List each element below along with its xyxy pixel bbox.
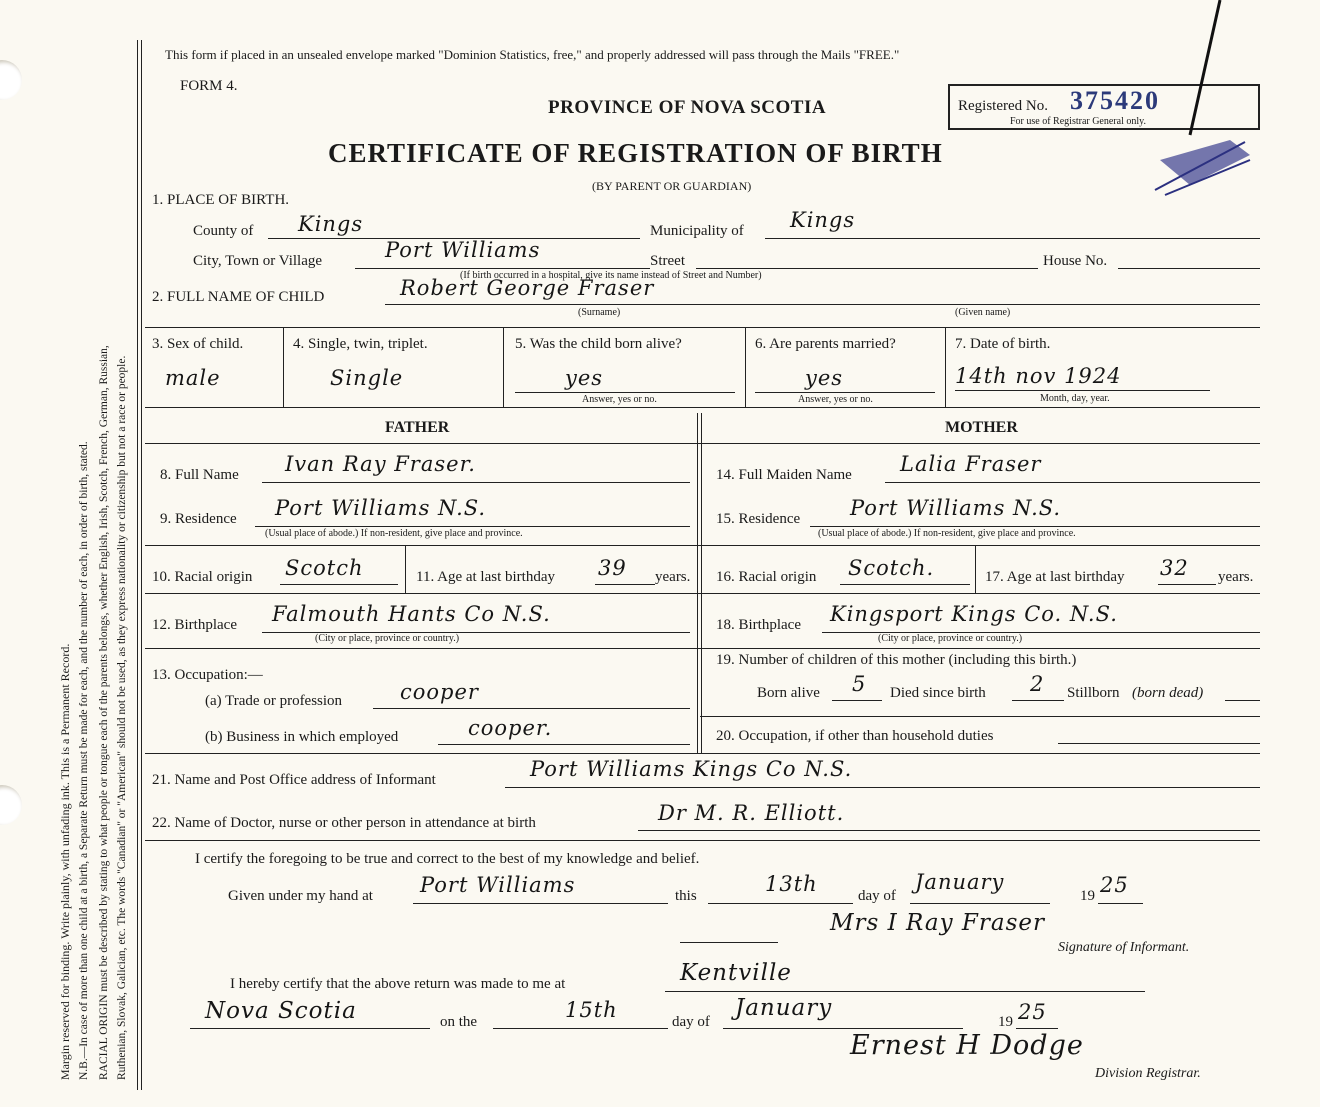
pen-stroke — [1185, 0, 1225, 140]
father-age-unit: years. — [655, 569, 691, 585]
died-since-birth-label: Died since birth — [890, 685, 986, 701]
certify-statement: I certify the foregoing to be true and correct to the best of my knowledge and belief. — [195, 851, 700, 867]
punch-hole — [0, 60, 22, 100]
child-name-label: 2. FULL NAME OF CHILD — [152, 289, 325, 305]
mother-age-value[interactable]: 32 — [1160, 556, 1189, 580]
registrar-month-value[interactable]: January — [735, 995, 833, 1021]
registrar-year-value[interactable]: 25 — [1018, 1000, 1047, 1024]
father-heading: FATHER — [385, 419, 450, 436]
registrar-day-value[interactable]: 15th — [565, 998, 618, 1022]
sex-label: 3. Sex of child. — [152, 336, 244, 352]
plurality-label: 4. Single, twin, triplet. — [293, 336, 428, 352]
business-label: (b) Business in which employed — [205, 729, 399, 745]
registrar-place-value[interactable]: Kentville — [680, 960, 792, 986]
father-residence-value[interactable]: Port Williams N.S. — [275, 496, 487, 520]
informant-value[interactable]: Port Williams Kings Co N.S. — [530, 757, 853, 781]
informant-label: 21. Name and Post Office address of Informant — [152, 772, 436, 788]
mother-occupation-label: 20. Occupation, if other than household duties — [716, 728, 994, 744]
business-value[interactable]: cooper. — [468, 716, 553, 740]
stillborn-label: Stillborn — [1067, 685, 1120, 701]
municipality-value[interactable]: Kings — [790, 208, 856, 232]
dob-label: 7. Date of birth. — [955, 336, 1051, 352]
city-value[interactable]: Port Williams — [385, 238, 541, 262]
margin-note-multiple-births: N.B.—In case of more than one child at a birth, a Separate Return must be made for each, and the number of each, in order of birth, stated. — [78, 441, 90, 1080]
certificate-title: CERTIFICATE OF REGISTRATION OF BIRTH — [328, 138, 943, 168]
registered-number: 375420 — [1070, 86, 1160, 115]
mother-residence-value[interactable]: Port Williams N.S. — [850, 496, 1062, 520]
dob-note: Month, day, year. — [1040, 393, 1110, 404]
registrar-on-label: on the — [440, 1014, 478, 1030]
father-race-value[interactable]: Scotch — [285, 556, 364, 580]
given-label: Given under my hand at — [228, 888, 373, 904]
municipality-label: Municipality of — [650, 223, 744, 239]
mother-heading: MOTHER — [945, 419, 1018, 436]
sex-value[interactable]: male — [165, 366, 221, 390]
mother-born-alive-value[interactable]: 5 — [852, 672, 867, 696]
given-year-prefix: 19 — [1080, 888, 1095, 904]
mother-age-label: 17. Age at last birthday — [985, 569, 1125, 585]
father-name-label: 8. Full Name — [160, 467, 239, 483]
father-age-value[interactable]: 39 — [598, 556, 627, 580]
mother-birthplace-label: 18. Birthplace — [716, 617, 801, 633]
born-alive-label: 5. Was the child born alive? — [515, 336, 682, 352]
father-birthplace-note: (City or place, province or country.) — [315, 633, 460, 644]
margin-note-racial-origin-1: RACIAL ORIGIN must be described by stating to what people or tongue each of the parents belongs, whether English, Irish, Scotch, French, German, Russian, — [98, 345, 110, 1080]
county-value[interactable]: Kings — [298, 212, 364, 236]
mother-race-value[interactable]: Scotch. — [848, 556, 935, 580]
form-number: FORM 4. — [180, 78, 238, 94]
father-name-value[interactable]: Ivan Ray Fraser. — [285, 452, 476, 476]
born-alive-note: Answer, yes or no. — [582, 394, 657, 405]
informant-signature-label: Signature of Informant. — [1058, 940, 1190, 955]
parents-married-label: 6. Are parents married? — [755, 336, 896, 352]
mother-age-unit: years. — [1218, 569, 1254, 585]
plurality-value[interactable]: Single — [330, 366, 404, 390]
doctor-label: 22. Name of Doctor, nurse or other person in attendance at birth — [152, 815, 536, 831]
parents-married-value[interactable]: yes — [805, 366, 844, 390]
mother-birthplace-value[interactable]: Kingsport Kings Co. N.S. — [830, 602, 1118, 626]
registrar-year-prefix: 19 — [998, 1014, 1013, 1030]
mother-name-value[interactable]: Lalia Fraser — [900, 452, 1042, 476]
binding-margin-line — [137, 40, 142, 1090]
mother-residence-label: 15. Residence — [716, 511, 801, 527]
trade-label: (a) Trade or profession — [205, 693, 343, 709]
house-no-label: House No. — [1043, 253, 1108, 269]
registrar-day-of-label: day of — [672, 1014, 710, 1030]
father-residence-label: 9. Residence — [160, 511, 237, 527]
given-place-value[interactable]: Port Williams — [420, 873, 576, 897]
mother-name-label: 14. Full Maiden Name — [716, 467, 852, 483]
place-of-birth-heading: 1. PLACE OF BIRTH. — [152, 192, 290, 208]
this-label: this — [675, 888, 697, 904]
registered-no-label: Registered No. — [958, 98, 1048, 114]
county-label: County of — [193, 223, 254, 239]
father-age-label: 11. Age at last birthday — [416, 569, 555, 585]
given-month-value[interactable]: January — [915, 870, 1005, 894]
born-alive-value[interactable]: yes — [565, 366, 604, 390]
trade-value[interactable]: cooper — [400, 680, 479, 704]
informant-signature[interactable]: Mrs I Ray Fraser — [830, 910, 1045, 936]
given-day-of-label: day of — [858, 888, 896, 904]
dob-value[interactable]: 14th nov 1924 — [955, 364, 1122, 388]
father-residence-note: (Usual place of abode.) If non-resident, give place and province. — [265, 528, 523, 539]
mother-residence-note: (Usual place of abode.) If non-resident, give place and province. — [818, 528, 1076, 539]
father-birthplace-value[interactable]: Falmouth Hants Co N.S. — [272, 602, 551, 626]
given-year-value[interactable]: 25 — [1100, 873, 1129, 897]
father-occupation-label: 13. Occupation:— — [152, 667, 263, 683]
certificate-subtitle: (BY PARENT OR GUARDIAN) — [592, 179, 752, 193]
mother-born-alive-label: Born alive — [757, 685, 820, 701]
province-title: PROVINCE OF NOVA SCOTIA — [548, 97, 827, 118]
given-name-note: (Given name) — [955, 307, 1011, 318]
registrar-general-note: For use of Registrar General only. — [1010, 116, 1146, 127]
doctor-value[interactable]: Dr M. R. Elliott. — [658, 801, 845, 825]
street-label: Street — [650, 253, 685, 269]
registrar-province-value[interactable]: Nova Scotia — [205, 998, 357, 1024]
stillborn-note: (born dead) — [1132, 685, 1204, 701]
city-label: City, Town or Village — [193, 253, 323, 269]
punch-hole — [0, 785, 22, 825]
parents-divider — [697, 413, 702, 753]
registrar-statement: I hereby certify that the above return was made to me at — [230, 976, 566, 992]
hospital-note: (If birth occurred in a hospital, give its name instead of Street and Number) — [460, 270, 762, 281]
margin-note-binding: Margin reserved for binding. Write plainly, with unfading ink. This is a Permanent Record. — [58, 643, 72, 1080]
mother-race-label: 16. Racial origin — [716, 569, 817, 585]
father-birthplace-label: 12. Birthplace — [152, 617, 237, 633]
parents-married-note: Answer, yes or no. — [798, 394, 873, 405]
died-since-birth-value[interactable]: 2 — [1030, 672, 1045, 696]
surname-note: (Surname) — [578, 307, 621, 318]
mother-birthplace-note: (City or place, province or country.) — [878, 633, 1023, 644]
mail-notice: This form if placed in an unsealed envelope marked "Dominion Statistics, free," and properly addressed will pass through the Mails "FREE." — [165, 47, 900, 62]
margin-note-racial-origin-2: Ruthenian, Slovak, Galician, etc. The words "Canadian" or "American" should not be used, as they express nationality or citizenship but not a race or people. — [116, 355, 128, 1080]
registrar-signature-label: Division Registrar. — [1095, 1066, 1201, 1081]
registrar-signature[interactable]: Ernest H Dodge — [850, 1030, 1084, 1061]
father-race-label: 10. Racial origin — [152, 569, 253, 585]
child-name-value[interactable]: Robert George Fraser — [400, 276, 655, 300]
given-day-value[interactable]: 13th — [765, 872, 818, 896]
children-count-label: 19. Number of children of this mother (including this birth.) — [716, 652, 1077, 668]
